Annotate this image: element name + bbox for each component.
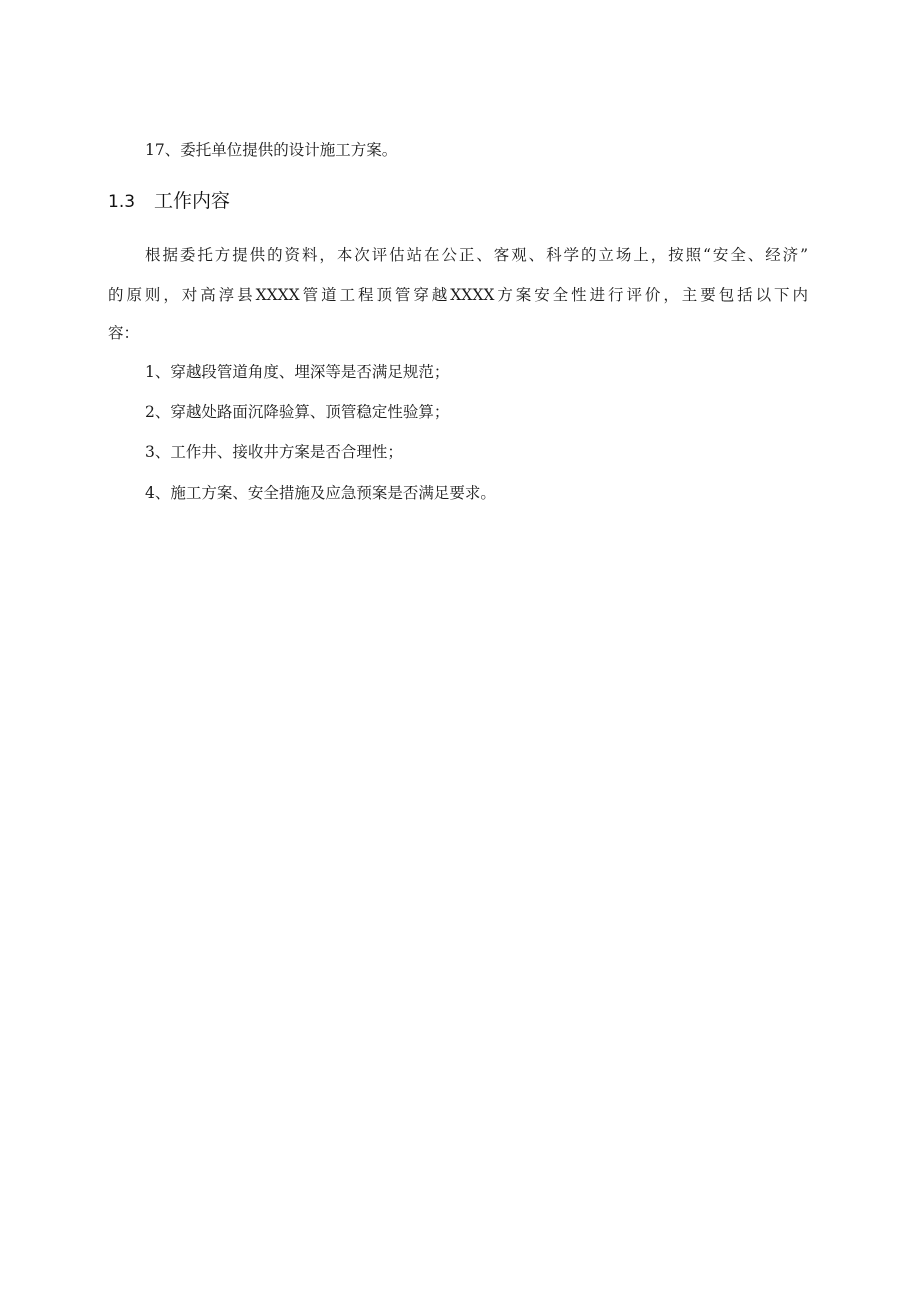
paragraph-line-1 [145, 244, 808, 266]
section-title: 工作内容 [154, 190, 231, 212]
paragraph-line-1-text: 根据委托方提供的资料，本次评估站在公正、客观、科学的立场上，按照“安全、经济” [145, 246, 808, 264]
list-item-2: 2、穿越处路面沉降验算、顶管稳定性验算； [145, 403, 450, 421]
list-item-3: 3、工作井、接收井方案是否合理性； [145, 443, 403, 461]
section-number: 1.3 [108, 192, 136, 212]
paragraph-line-2 [108, 284, 808, 306]
paragraph-line-3: 容： [108, 324, 140, 342]
list-item-4: 4、施工方案、安全措施及应急预案是否满足要求。 [145, 484, 496, 502]
paragraph-line-2-text: 的原则，对高淳县XXXX管道工程顶管穿越XXXX方案安全性进行评价，主要包括以下内 [108, 286, 808, 304]
section-heading [108, 188, 230, 215]
list-item-1: 1、穿越段管道角度、埋深等是否满足规范； [145, 363, 450, 381]
list-item-17: 17、委托单位提供的设计施工方案。 [145, 141, 398, 159]
